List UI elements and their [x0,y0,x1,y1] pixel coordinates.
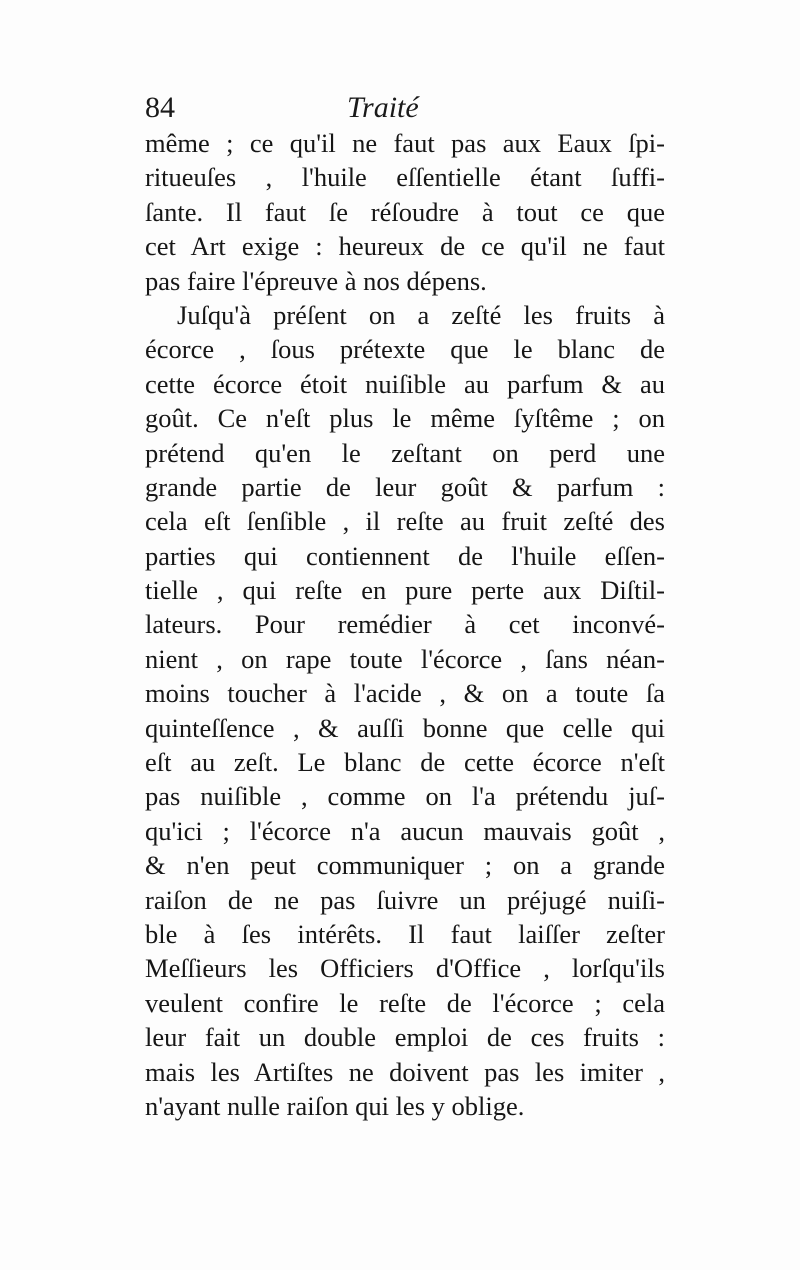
text-line: raiſon de ne pas ſuivre un préjugé nuiſi- [145,884,665,915]
paragraph-first-line: Juſqu'à préſent on a zeſté les fruits à [177,299,665,330]
text-line: cet Art exige : heureux de ce qu'il ne faut [145,231,665,262]
text-line: & n'en peut communiquer ; on a grande [145,850,665,881]
text-line: pas faire l'épreuve à nos dépens. [145,265,487,296]
text-line: lateurs. Pour remédier à cet inconvé- [145,609,665,640]
text-line: eſt au zeſt. Le blanc de cette écorce n'eſt [145,747,665,778]
text-line: ble à ſes intérêts. Il faut laiſſer zeſter [145,918,665,949]
text-line: Meſſieurs les Officiers d'Office , lorſqu'ils [145,953,665,984]
running-head: Traité [347,91,419,124]
text-line: goût. Ce n'eſt plus le même ſyſtême ; on [145,403,665,434]
text-line: grande partie de leur goût & parfum : [145,471,665,502]
body-text [145,126,665,1123]
text-line: moins toucher à l'acide , & on a toute ſa [145,678,665,709]
text-line: pas nuiſible , comme on l'a prétendu juſ- [145,781,665,812]
text-line: leur fait un double emploi de ces fruits : [145,1022,665,1053]
text-line: n'ayant nulle raiſon qui les y oblige. [145,1090,525,1121]
page-header [145,88,665,128]
page-number: 84 [145,91,175,124]
text-line: cela eſt ſenſible , il reſte au fruit zeſté des [145,506,665,537]
text-line: ſante. Il faut ſe réſoudre à tout ce que [145,196,665,227]
text-line: écorce , ſous prétexte que le blanc de [145,334,665,365]
text-line: même ; ce qu'il ne faut pas aux Eaux ſpi- [145,128,665,158]
text-line: qu'ici ; l'écorce n'a aucun mauvais goût , [145,815,665,846]
text-line: prétend qu'en le zeſtant on perd une [145,437,665,468]
text-line: tielle , qui reſte en pure perte aux Diſtil- [145,575,665,606]
text-line: parties qui contiennent de l'huile eſſen- [145,540,665,571]
text-line: mais les Artiſtes ne doivent pas les imiter , [145,1056,665,1087]
text-line: veulent confire le reſte de l'écorce ; cela [145,987,665,1018]
text-line: ritueuſes , l'huile eſſentielle étant ſuffi- [145,162,665,193]
text-line: quinteſſence , & auſſi bonne que celle qui [145,712,665,743]
text-line: nient , on rape toute l'écorce , ſans néan- [145,643,665,674]
text-line: cette écorce étoit nuiſible au parfum & au [145,368,665,399]
